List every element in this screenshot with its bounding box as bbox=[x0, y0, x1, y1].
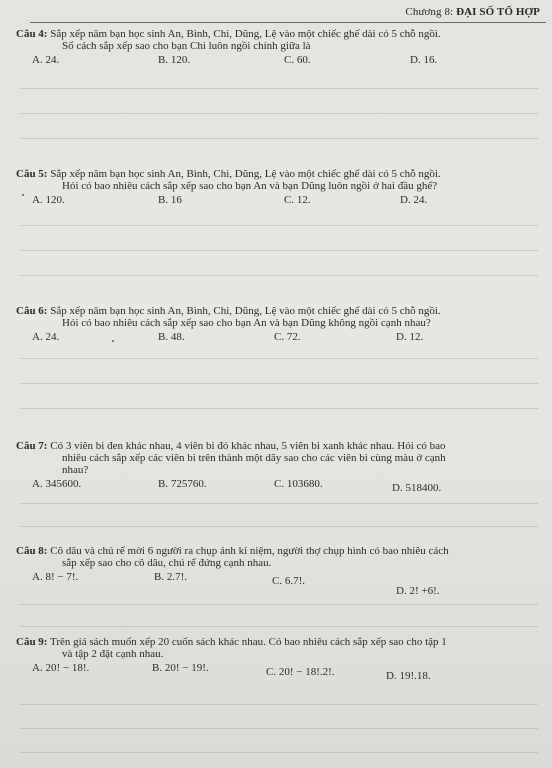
ruled-line bbox=[20, 113, 538, 114]
pen-mark bbox=[112, 340, 114, 342]
ruled-line bbox=[20, 604, 538, 605]
option-b[interactable]: B. 120. bbox=[158, 54, 191, 66]
ruled-line bbox=[20, 704, 538, 705]
option-a[interactable]: A. 8! − 7!. bbox=[32, 571, 79, 583]
header-divider bbox=[30, 22, 546, 23]
option-c[interactable]: C. 60. bbox=[284, 54, 311, 66]
option-b[interactable]: B. 20! − 19!. bbox=[152, 662, 209, 674]
question-subtext: Hỏi có bao nhiêu cách sắp xếp sao cho bạn An và bạn Dũng không ngồi cạnh nhau? bbox=[62, 317, 431, 329]
option-a[interactable]: A. 120. bbox=[32, 194, 65, 206]
question-subtext: và tập 2 đặt cạnh nhau. bbox=[62, 648, 164, 660]
question-label: Câu 5: bbox=[16, 168, 48, 180]
question-5 bbox=[16, 168, 542, 210]
ruled-line bbox=[20, 728, 538, 729]
question-stem: Có 3 viên bi đen khác nhau, 4 viên bi đỏ khác nhau, 5 viên bi xanh khác nhau. Hỏi có bao bbox=[50, 440, 446, 452]
answer-options bbox=[16, 478, 542, 494]
question-label: Câu 8: bbox=[16, 545, 48, 557]
question-subtext: nhiêu cách sắp xếp các viên bi trên thành một dãy sao cho các viên bi cùng màu ở cạnh bbox=[62, 452, 446, 464]
ruled-line bbox=[20, 88, 538, 89]
question-4 bbox=[16, 28, 542, 70]
question-subtext: Số cách sắp xếp sao cho bạn Chi luôn ngồi chính giữa là bbox=[62, 40, 311, 52]
answer-options bbox=[16, 194, 542, 210]
question-stem: Sắp xếp năm bạn học sinh An, Bình, Chi, Dũng, Lệ vào một chiếc ghế dài có 5 chỗ ngồi. bbox=[50, 305, 441, 317]
chapter-header bbox=[405, 6, 540, 18]
option-d[interactable]: D. 16. bbox=[410, 54, 438, 66]
question-label: Câu 9: bbox=[16, 636, 48, 648]
option-c[interactable]: C. 72. bbox=[274, 331, 301, 343]
question-stem: Sắp xếp năm bạn học sinh An, Bình, Chi, Dũng, Lệ vào một chiếc ghế dài có 5 chỗ ngồi. bbox=[50, 28, 441, 40]
option-b[interactable]: B. 2.7!. bbox=[154, 571, 188, 583]
option-c[interactable]: C. 12. bbox=[284, 194, 311, 206]
question-label: Câu 6: bbox=[16, 305, 48, 317]
option-d[interactable]: D. 24. bbox=[400, 194, 428, 206]
option-d[interactable]: D. 518400. bbox=[392, 482, 442, 494]
option-b[interactable]: B. 48. bbox=[158, 331, 185, 343]
pen-mark bbox=[22, 194, 24, 196]
question-stem: Trên giá sách muốn xếp 20 cuốn sách khác nhau. Có bao nhiêu cách sắp xếp sao cho tập 1 bbox=[50, 636, 447, 648]
ruled-line bbox=[20, 526, 538, 527]
option-a[interactable]: A. 24. bbox=[32, 331, 60, 343]
option-c[interactable]: C. 103680. bbox=[274, 478, 323, 490]
chapter-prefix: Chương 8: bbox=[405, 6, 457, 18]
option-d[interactable]: D. 19!.18. bbox=[386, 670, 431, 682]
ruled-line bbox=[20, 626, 538, 627]
question-stem: Cô dâu và chú rể mời 6 người ra chụp ảnh kỉ niệm, người thợ chụp hình có bao nhiêu cách bbox=[50, 545, 449, 557]
chapter-title: ĐẠI SỐ TỔ HỢP bbox=[456, 6, 540, 18]
question-8 bbox=[16, 545, 542, 597]
question-6 bbox=[16, 305, 542, 347]
answer-options bbox=[16, 571, 542, 597]
ruled-line bbox=[20, 275, 538, 276]
question-subtext-2: nhau? bbox=[62, 464, 89, 476]
question-label: Câu 7: bbox=[16, 440, 48, 452]
ruled-line bbox=[20, 358, 538, 359]
option-a[interactable]: A. 24. bbox=[32, 54, 60, 66]
option-d[interactable]: D. 12. bbox=[396, 331, 424, 343]
ruled-line bbox=[20, 503, 538, 504]
question-subtext: Hỏi có bao nhiêu cách sắp xếp sao cho bạn An và bạn Dũng luôn ngồi ở hai đầu ghế? bbox=[62, 180, 438, 192]
answer-options bbox=[16, 54, 542, 70]
option-c[interactable]: C. 20! − 18!.2!. bbox=[266, 666, 335, 678]
ruled-line bbox=[20, 138, 538, 139]
option-b[interactable]: B. 725760. bbox=[158, 478, 207, 490]
ruled-line bbox=[20, 408, 538, 409]
option-a[interactable]: A. 20! − 18!. bbox=[32, 662, 90, 674]
answer-options bbox=[16, 331, 542, 347]
question-subtext: sắp xếp sao cho cô dâu, chú rể đứng cạnh nhau. bbox=[62, 557, 272, 569]
question-7 bbox=[16, 440, 542, 494]
ruled-line bbox=[20, 250, 538, 251]
option-c[interactable]: C. 6.7!. bbox=[272, 575, 306, 587]
ruled-line bbox=[20, 225, 538, 226]
option-b[interactable]: B. 16 bbox=[158, 194, 182, 206]
ruled-line bbox=[20, 383, 538, 384]
question-label: Câu 4: bbox=[16, 28, 48, 40]
option-d[interactable]: D. 2! +6!. bbox=[396, 585, 440, 597]
question-9 bbox=[16, 636, 542, 682]
option-a[interactable]: A. 345600. bbox=[32, 478, 82, 490]
answer-options bbox=[16, 662, 542, 682]
ruled-line bbox=[20, 752, 538, 753]
question-stem: Sắp xếp năm bạn học sinh An, Bình, Chi, Dũng, Lệ vào một chiếc ghế dài có 5 chỗ ngồi. bbox=[50, 168, 441, 180]
